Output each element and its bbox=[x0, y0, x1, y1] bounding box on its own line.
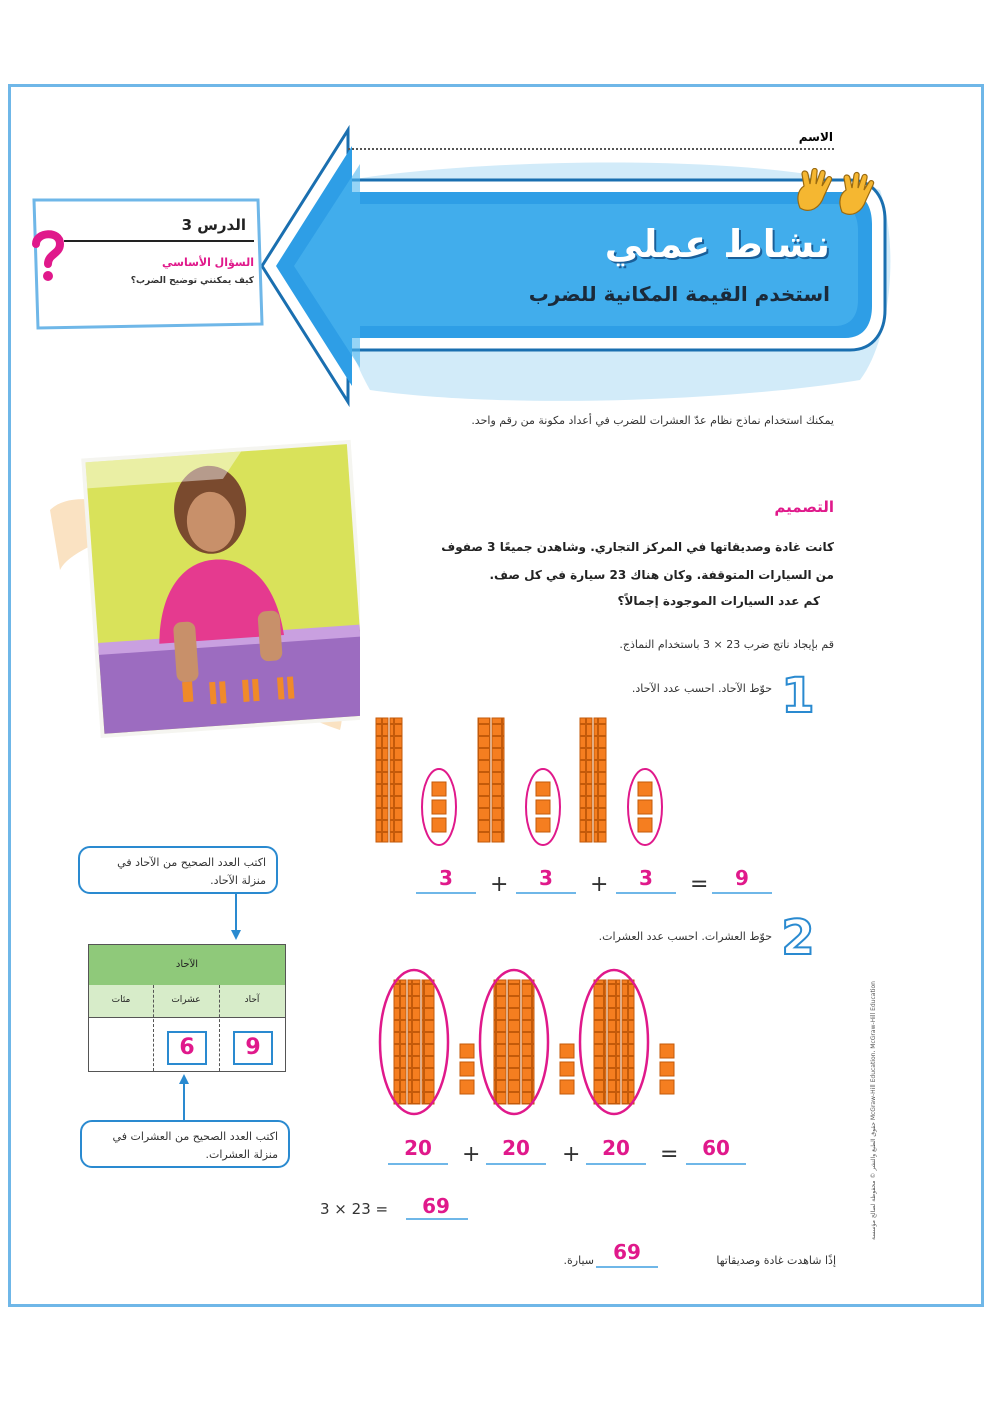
conclusion-suffix: سيارة. bbox=[563, 1254, 594, 1267]
callout-ones: اكتب العدد الصحيح من الآحاد في منزلة الآحاد. bbox=[78, 846, 278, 894]
step-1-blocks bbox=[370, 712, 690, 852]
conclusion-prefix: إذًا شاهدت غادة وصديقاتها bbox=[716, 1254, 836, 1267]
step-2-answer-2[interactable]: 20 bbox=[502, 1136, 530, 1160]
tens-group-1 bbox=[380, 970, 474, 1114]
step-2-answer-1[interactable]: 20 bbox=[404, 1136, 432, 1160]
modeling-heading: التصميم bbox=[774, 498, 834, 516]
step-2-answer-3[interactable]: 20 bbox=[602, 1136, 630, 1160]
hands-icon bbox=[790, 168, 885, 223]
problem-line-1: كانت غادة وصديقاتها في المركز التجاري. وشاهدن جميعًا 3 صفوف bbox=[441, 540, 834, 554]
result-equation: 3 × 23 = bbox=[320, 1200, 389, 1218]
problem-line-2: من السيارات المتوقفة. وكان هناك 23 سيارة في كل صف. bbox=[489, 568, 834, 582]
tens-value-box[interactable]: 6 bbox=[167, 1031, 207, 1065]
step-1-answer-2[interactable]: 3 bbox=[539, 866, 553, 890]
essential-question-title: السؤال الأساسي bbox=[162, 256, 254, 269]
group-2 bbox=[478, 718, 560, 845]
equals-sign: = bbox=[660, 1142, 679, 1167]
step-1-answer-1[interactable]: 3 bbox=[439, 866, 453, 890]
ones-value-box[interactable]: 9 bbox=[233, 1031, 273, 1065]
col-hundreds: مئات bbox=[111, 995, 131, 1005]
instruction-text: قم بإيجاد ناتج ضرب 23 × 3 باستخدام النماذج. bbox=[619, 638, 834, 651]
plus-sign: + bbox=[490, 872, 509, 897]
name-label: الاسم bbox=[798, 130, 833, 144]
lesson-card bbox=[26, 196, 266, 330]
place-value-chart bbox=[88, 944, 286, 1072]
plus-sign: + bbox=[462, 1142, 481, 1167]
group-3 bbox=[580, 718, 662, 845]
step-2-blocks bbox=[376, 960, 696, 1130]
lesson-label: الدرس 3 bbox=[181, 216, 246, 234]
arrow-down-icon bbox=[228, 892, 244, 942]
problem-question: كم عدد السيارات الموجودة إجمالاً؟ bbox=[617, 594, 820, 608]
tens-group-3 bbox=[580, 970, 674, 1114]
callout-tens: اكتب العدد الصحيح من العشرات في منزلة العشرات. bbox=[80, 1120, 290, 1168]
plus-sign: + bbox=[562, 1142, 581, 1167]
step-2-instruction: حوّط العشرات. احسب عدد العشرات. bbox=[598, 930, 772, 943]
chart-group-header: الآحاد bbox=[175, 959, 199, 970]
question-mark-icon bbox=[28, 228, 68, 284]
step-1-answer-total[interactable]: 9 bbox=[735, 866, 749, 890]
step-1-instruction: حوّط الآحاد. احسب عدد الآحاد. bbox=[631, 682, 772, 695]
plus-sign: + bbox=[590, 872, 609, 897]
banner-arrow bbox=[260, 120, 900, 420]
step-2-answer-total[interactable]: 60 bbox=[702, 1136, 730, 1160]
result-answer[interactable]: 69 bbox=[422, 1194, 450, 1218]
photo-girl bbox=[30, 430, 360, 740]
col-tens: عشرات bbox=[171, 995, 201, 1005]
conclusion-answer[interactable]: 69 bbox=[613, 1240, 641, 1264]
step-2-number: 2 bbox=[781, 910, 815, 966]
name-line[interactable] bbox=[348, 148, 834, 150]
group-1 bbox=[376, 718, 456, 845]
equals-sign: = bbox=[690, 872, 709, 897]
activity-title: نشاط عملي bbox=[604, 222, 830, 266]
intro-text: يمكنك استخدام نماذج نظام عدّ العشرات للضرب في أعداد مكونة من رقم واحد. bbox=[471, 414, 834, 427]
step-1-answer-3[interactable]: 3 bbox=[639, 866, 653, 890]
col-ones: آحاد bbox=[244, 995, 260, 1005]
copyright-text: حقوق الطبع والنشر © محفوظة لصالح مؤسسة McGraw-Hill Education، McGraw-Hill Education bbox=[870, 981, 877, 1240]
activity-subtitle: استخدم القيمة المكانية للضرب bbox=[528, 282, 830, 306]
tens-group-2 bbox=[480, 970, 574, 1114]
arrow-up-icon bbox=[176, 1074, 192, 1122]
essential-question-text: كيف يمكنني توضيح الضرب؟ bbox=[130, 276, 254, 286]
step-1-number: 1 bbox=[781, 668, 815, 724]
